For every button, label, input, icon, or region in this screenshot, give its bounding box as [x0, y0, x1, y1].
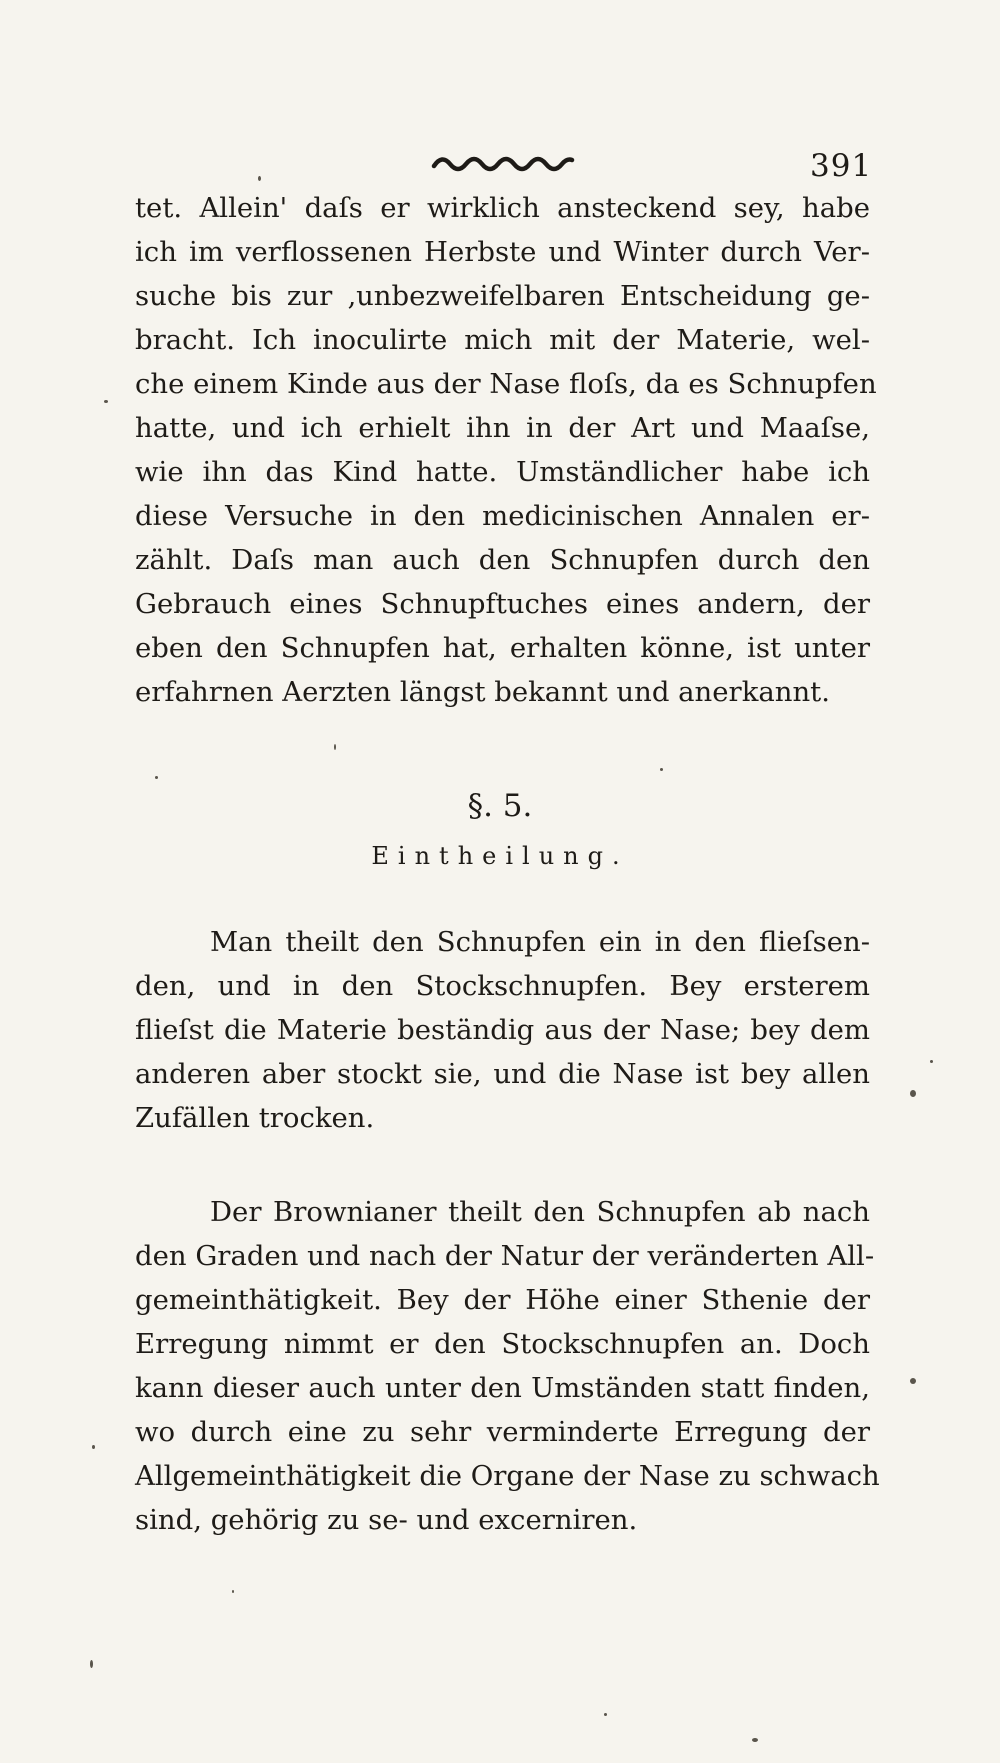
paper-speck — [92, 1445, 95, 1449]
paper-speck — [910, 1378, 916, 1384]
text-line: wie ihn das Kind hatte. Umständlicher habe ich — [135, 456, 870, 488]
text-line: zählt. Daſs man auch den Schnupfen durch den — [135, 544, 870, 576]
paper-speck — [155, 776, 158, 779]
text-line: eben den Schnupfen hat, erhalten könne, ist unter — [135, 632, 870, 664]
text-line: kann dieser auch unter den Umständen statt finden, — [135, 1372, 870, 1404]
text-line: Erregung nimmt er den Stockschnupfen an. Doch — [135, 1328, 870, 1360]
text-line: erfahrnen Aerzten längst bekannt und anerkannt. — [135, 676, 830, 708]
text-line: Man theilt den Schnupfen ein in den flieſsen- — [210, 926, 870, 958]
text-line: Zufällen trocken. — [135, 1102, 375, 1134]
section-heading: Eintheilung. — [371, 842, 629, 870]
paper-speck — [660, 768, 663, 771]
text-line: diese Versuche in den medicinischen Annalen er- — [135, 500, 870, 532]
text-line: Gebrauch eines Schnupftuches eines andern, der — [135, 588, 870, 620]
text-line: den Graden und nach der Natur der veränderten All- — [135, 1240, 875, 1272]
paper-speck — [910, 1090, 916, 1097]
text-line: bracht. Ich inoculirte mich mit der Materie, wel- — [135, 324, 870, 356]
text-line: suche bis zur ‚unbezweifelbaren Entscheidung ge- — [135, 280, 870, 312]
text-line: den, und in den Stockschnupfen. Bey ersterem — [135, 970, 870, 1002]
text-line: sind, gehörig zu se- und excerniren. — [135, 1504, 638, 1536]
text-line: wo durch eine zu sehr verminderte Erregung der — [135, 1416, 870, 1448]
paper-speck — [258, 176, 261, 181]
page-number: 391 — [810, 148, 873, 184]
text-line: ich im verflossenen Herbste und Winter durch Ver- — [135, 236, 870, 268]
paper-speck — [752, 1738, 758, 1742]
paper-speck — [604, 1713, 607, 1716]
header-ornament — [430, 148, 575, 176]
paper-speck — [104, 400, 108, 403]
text-line: hatte, und ich erhielt ihn in der Art und Maaſse, — [135, 412, 870, 444]
text-line: che einem Kinde aus der Nase floſs, da es Schnupfen — [135, 368, 877, 400]
paper-speck — [930, 1060, 933, 1063]
text-line: flieſst die Materie beständig aus der Nase; bey dem — [135, 1014, 870, 1046]
text-line: Der Brownianer theilt den Schnupfen ab nach — [210, 1196, 870, 1228]
paper-speck — [232, 1590, 234, 1593]
text-line: gemeinthätigkeit. Bey der Höhe einer Sthenie der — [135, 1284, 870, 1316]
paper-speck — [334, 744, 336, 750]
section-number: §. 5. — [467, 788, 533, 824]
paper-speck — [90, 1660, 93, 1668]
text-line: tet. Allein' daſs er wirklich ansteckend sey, habe — [135, 192, 870, 224]
text-line: anderen aber stockt sie, und die Nase ist bey allen — [135, 1058, 870, 1090]
text-line: Allgemeinthätigkeit die Organe der Nase zu schwach — [135, 1460, 880, 1492]
